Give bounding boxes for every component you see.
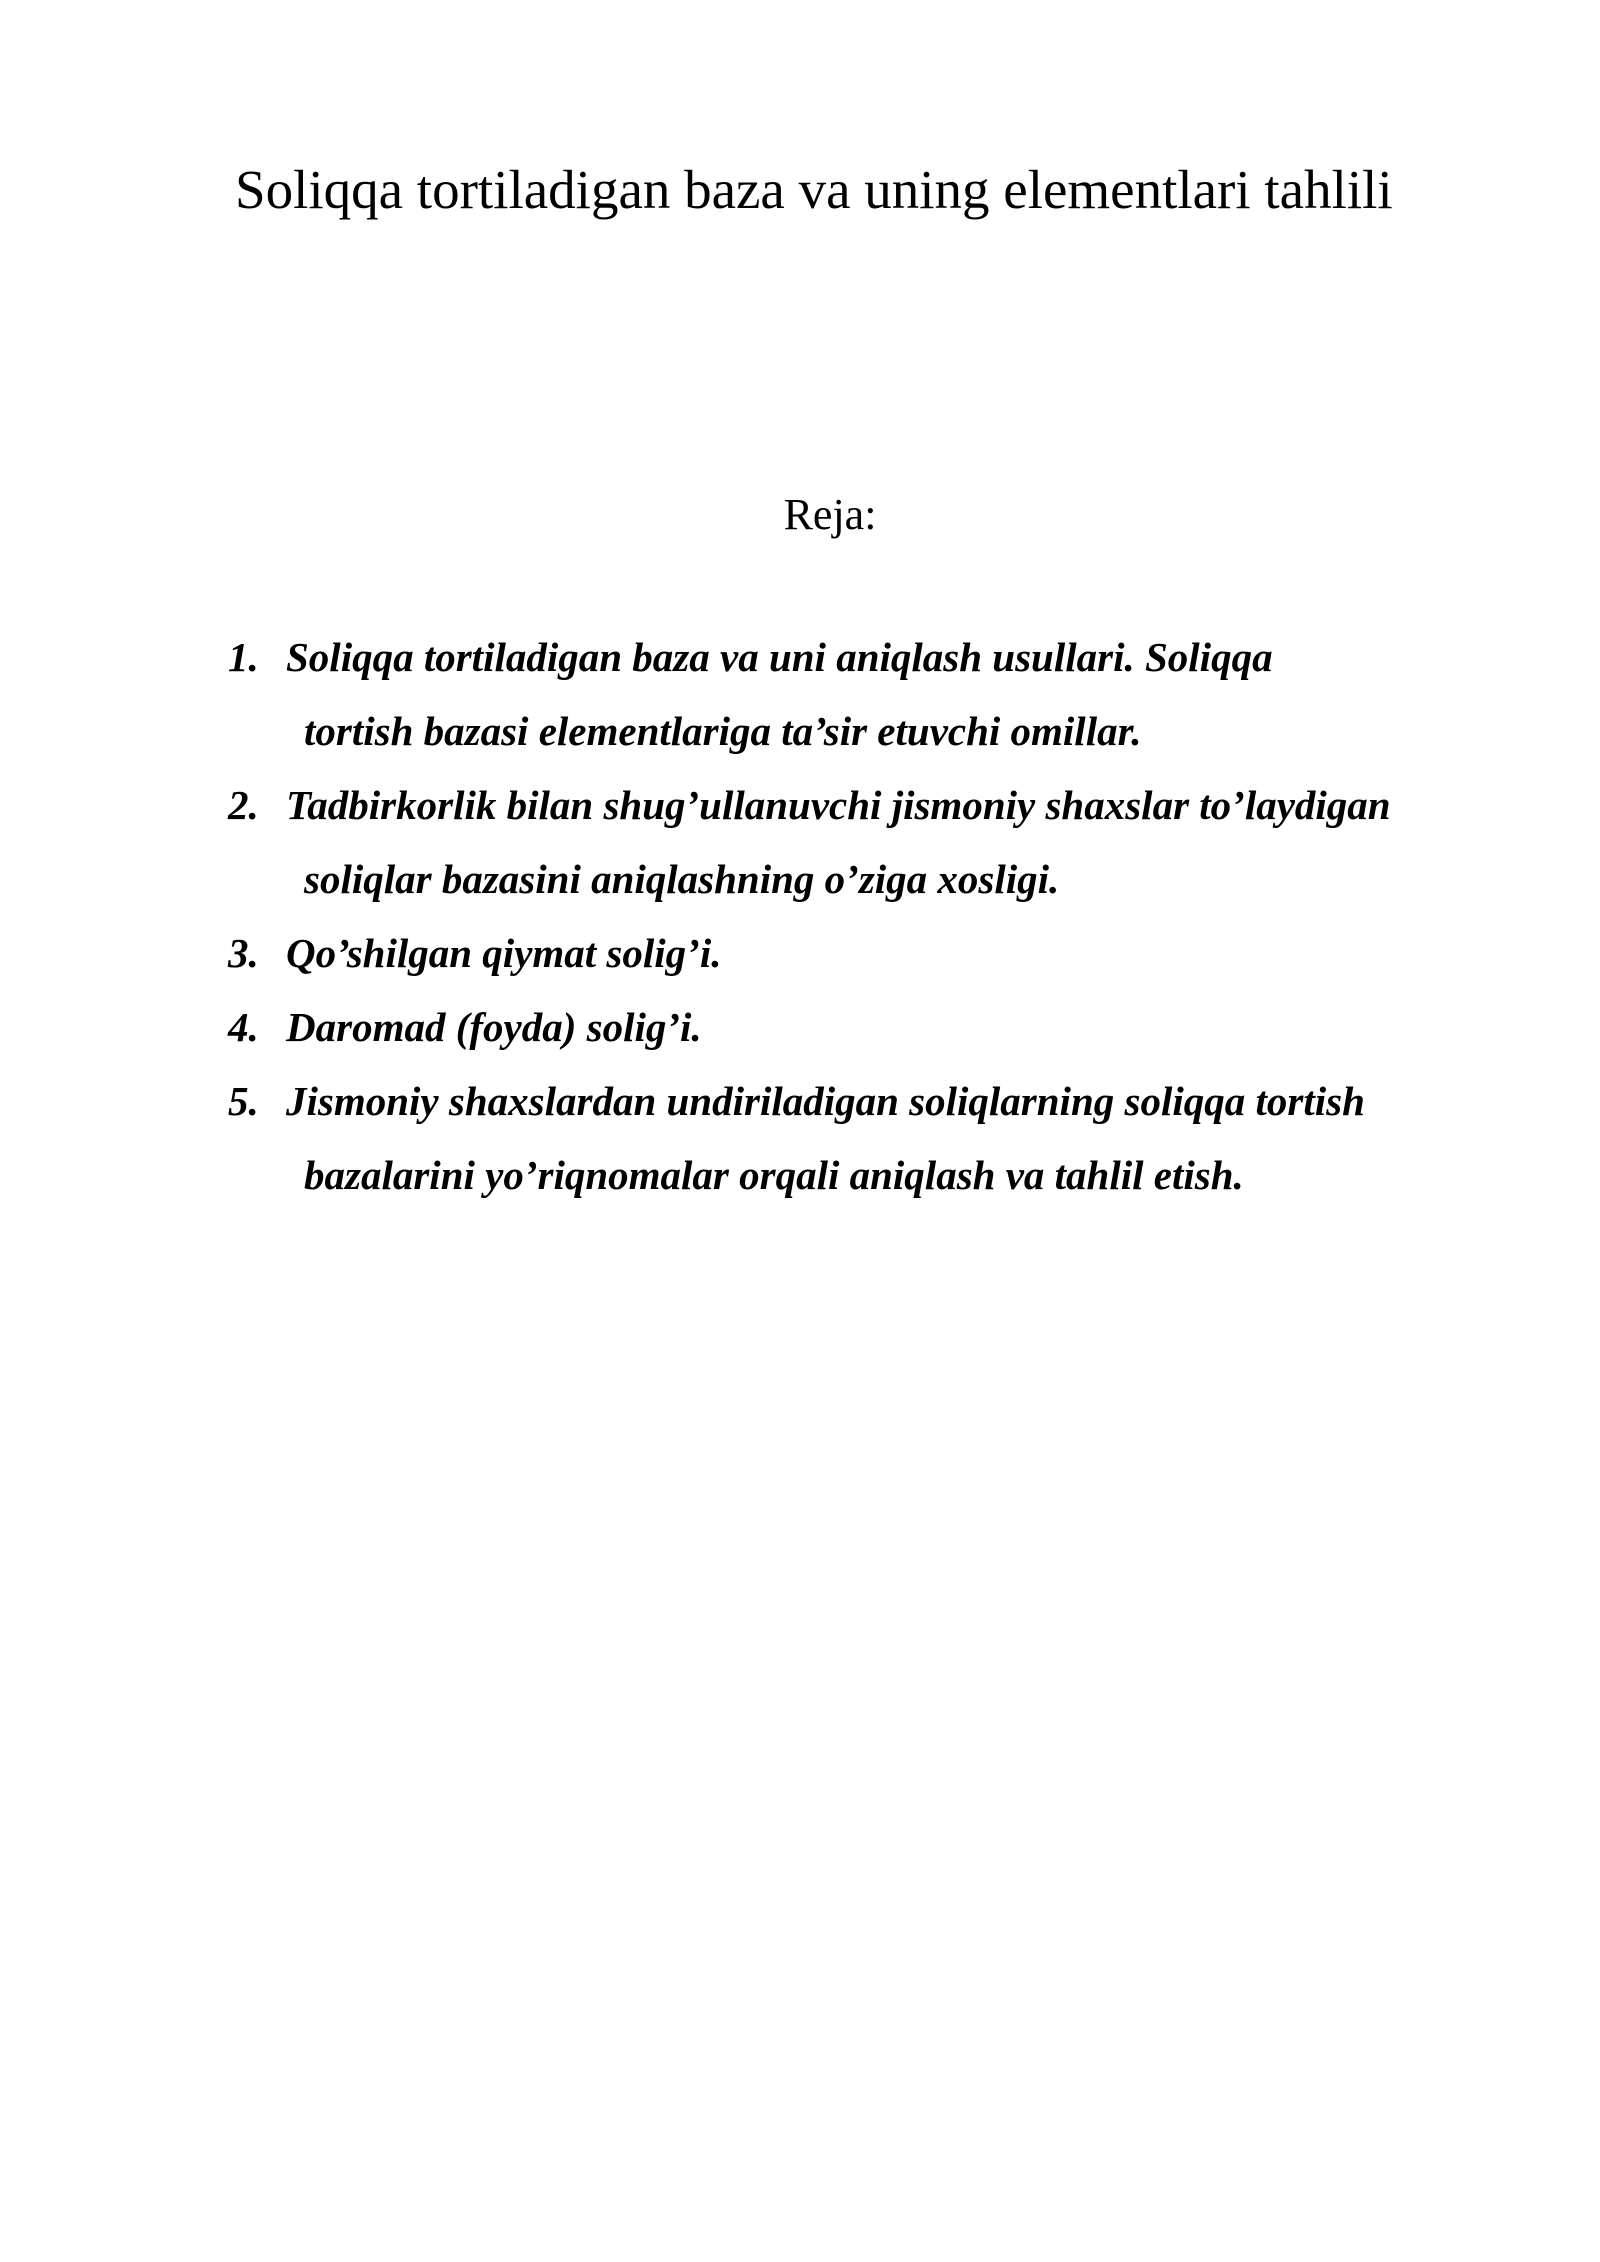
plan-item-number: 1.	[228, 634, 259, 680]
plan-item-5	[228, 1064, 1528, 1212]
plan-item-line: Qo’shilgan qiymat solig’i.	[286, 930, 722, 976]
plan-item-text	[286, 916, 1528, 990]
plan-item-1	[228, 620, 1528, 768]
plan-item-line: Daromad (foyda) solig’i.	[286, 1004, 702, 1050]
plan-item-line: Tadbirkorlik bilan shug’ullanuvchi jismoniy shaxslar to’laydigan	[286, 782, 1391, 828]
plan-item-text	[286, 620, 1528, 768]
plan-item-text	[286, 768, 1528, 916]
plan-item-line: Soliqqa tortiladigan baza va uni aniqlash usullari. Soliqqa	[286, 634, 1273, 680]
plan-item-2	[228, 768, 1528, 916]
plan-item-line: soliqlar bazasini aniqlashning o’ziga xosligi.	[304, 856, 1060, 902]
plan-item-3	[228, 916, 1528, 990]
plan-heading: Reja:	[783, 490, 877, 539]
plan-item-text	[286, 1064, 1528, 1212]
plan-item-line: Jismoniy shaxslardan undiriladigan soliqlarning soliqqa tortish	[286, 1078, 1365, 1124]
plan-item-4	[228, 990, 1528, 1064]
plan-item-number: 2.	[228, 782, 259, 828]
plan-item-number: 4.	[228, 1004, 259, 1050]
plan-list	[228, 620, 1528, 1212]
plan-item-text	[286, 990, 1528, 1064]
document-title: Soliqqa tortiladigan baza va uning elementlari tahlili	[235, 159, 1393, 220]
plan-item-line: bazalarini yo’riqnomalar orqali aniqlash va tahlil etish.	[304, 1152, 1244, 1198]
plan-item-number: 3.	[228, 930, 259, 976]
plan-item-number: 5.	[228, 1078, 259, 1124]
plan-item-line: tortish bazasi elementlariga ta’sir etuvchi omillar.	[304, 708, 1142, 754]
